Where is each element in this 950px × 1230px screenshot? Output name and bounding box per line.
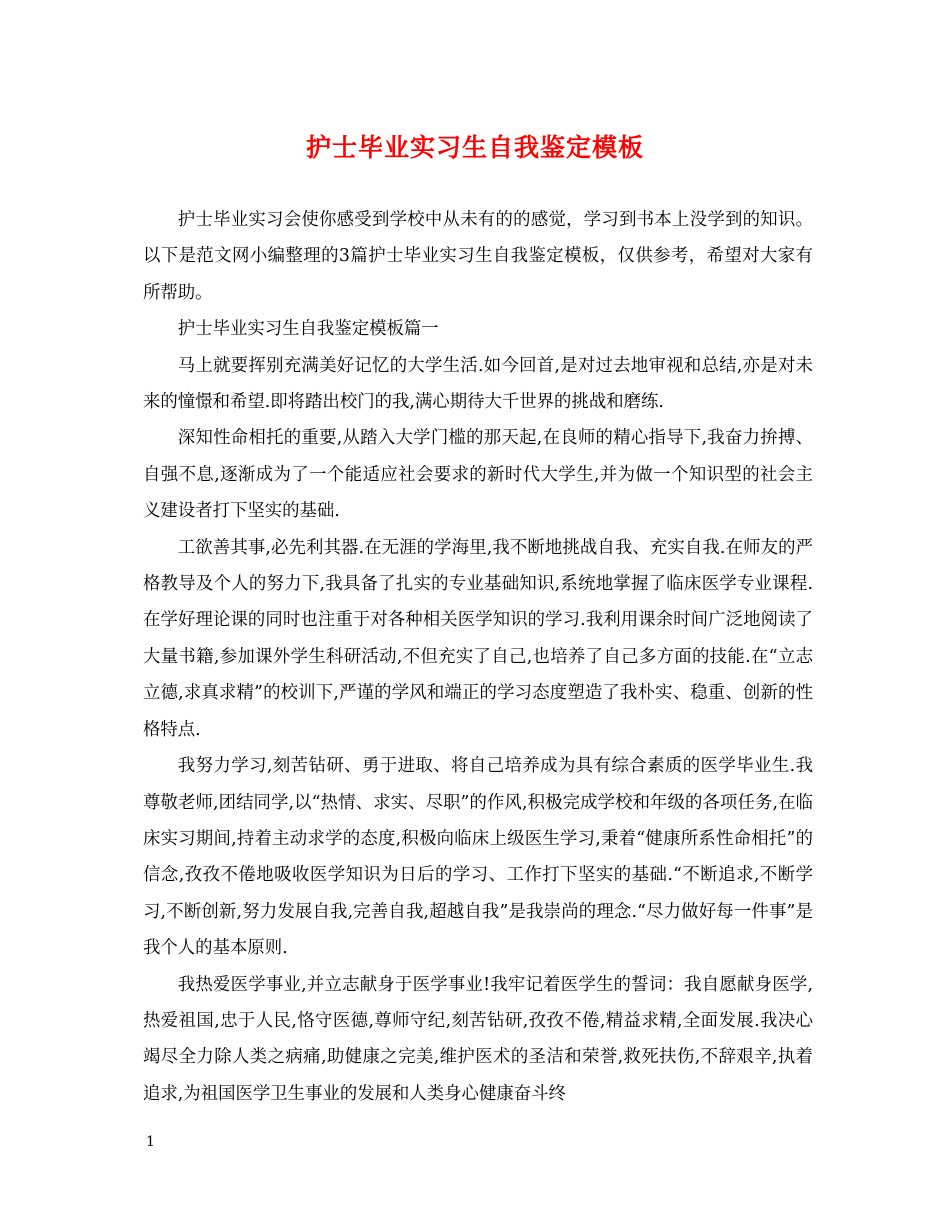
body-paragraph: 我热爱医学事业,并立志献身于医学事业!我牢记着医学生的誓词：我自愿献身医学,热爱祖国,忠于人民,恪守医德,尊师守纪,刻苦钻研,孜孜不倦,精益求精,全面发展.我决心竭尽全力除人类之病痛,助健康之完美,维护医术的圣洁和荣誉,救死扶伤,不辞艰辛,执着追求,为祖国医学卫生事业的发展和人类身心健康奋斗终	[143, 974, 813, 1104]
body-paragraph: 工欲善其事,必先利其器.在无涯的学海里,我不断地挑战自我、充实自我.在师友的严格教导及个人的努力下,我具备了扎实的专业基础知识,系统地掌握了临床医学专业课程.在学好理论课的同时也注重于对各种相关医学知识的学习.我利用课余时间广泛地阅读了大量书籍,参加课外学生科研活动,不但充实了自己,也培养了自己多方面的技能.在“立志立德,求真求精”的校训下,严谨的学风和端正的学习态度塑造了我朴实、稳重、创新的性格特点.	[143, 537, 813, 740]
page-number: 1	[146, 1134, 155, 1150]
intro-paragraph: 护士毕业实习会使你感受到学校中从未有的的感觉，学习到书本上没学到的知识。以下是范文网小编整理的3篇护士毕业实习生自我鉴定模板，仅供参考，希望对大家有所帮助。	[143, 210, 813, 303]
document-body	[143, 202, 813, 1112]
body-paragraph: 深知性命相托的重要,从踏入大学门槛的那天起,在良师的精心指导下,我奋力拚搏、自强不息,逐渐成为了一个能适应社会要求的新时代大学生,并为做一个知识型的社会主义建设者打下坚实的基础.	[143, 428, 813, 522]
section-heading: 护士毕业实习生自我鉴定模板篇一	[177, 319, 439, 340]
document-title: 护士毕业实习生自我鉴定模板	[305, 133, 644, 162]
body-paragraph: 马上就要挥别充满美好记忆的大学生活.如今回首,是对过去地审视和总结,亦是对未来的憧憬和希望.即将踏出校门的我,满心期待大千世界的挑战和磨练.	[143, 355, 813, 413]
body-paragraph: 我努力学习,刻苦钻研、勇于进取、将自己培养成为具有综合素质的医学毕业生.我尊敬老师,团结同学,以“热情、求实、尽职”的作风,积极完成学校和年级的各项任务,在临床实习期间,持着主动求学的态度,积极向临床上级医生学习,秉着“健康所系性命相托”的信念,孜孜不倦地吸收医学知识为日后的学习、工作打下坚实的基础.“不断追求,不断学习,不断创新,努力发展自我,完善自我,超越自我”是我崇尚的理念.“尽力做好每一件事”是我个人的基本原则.	[143, 756, 813, 959]
